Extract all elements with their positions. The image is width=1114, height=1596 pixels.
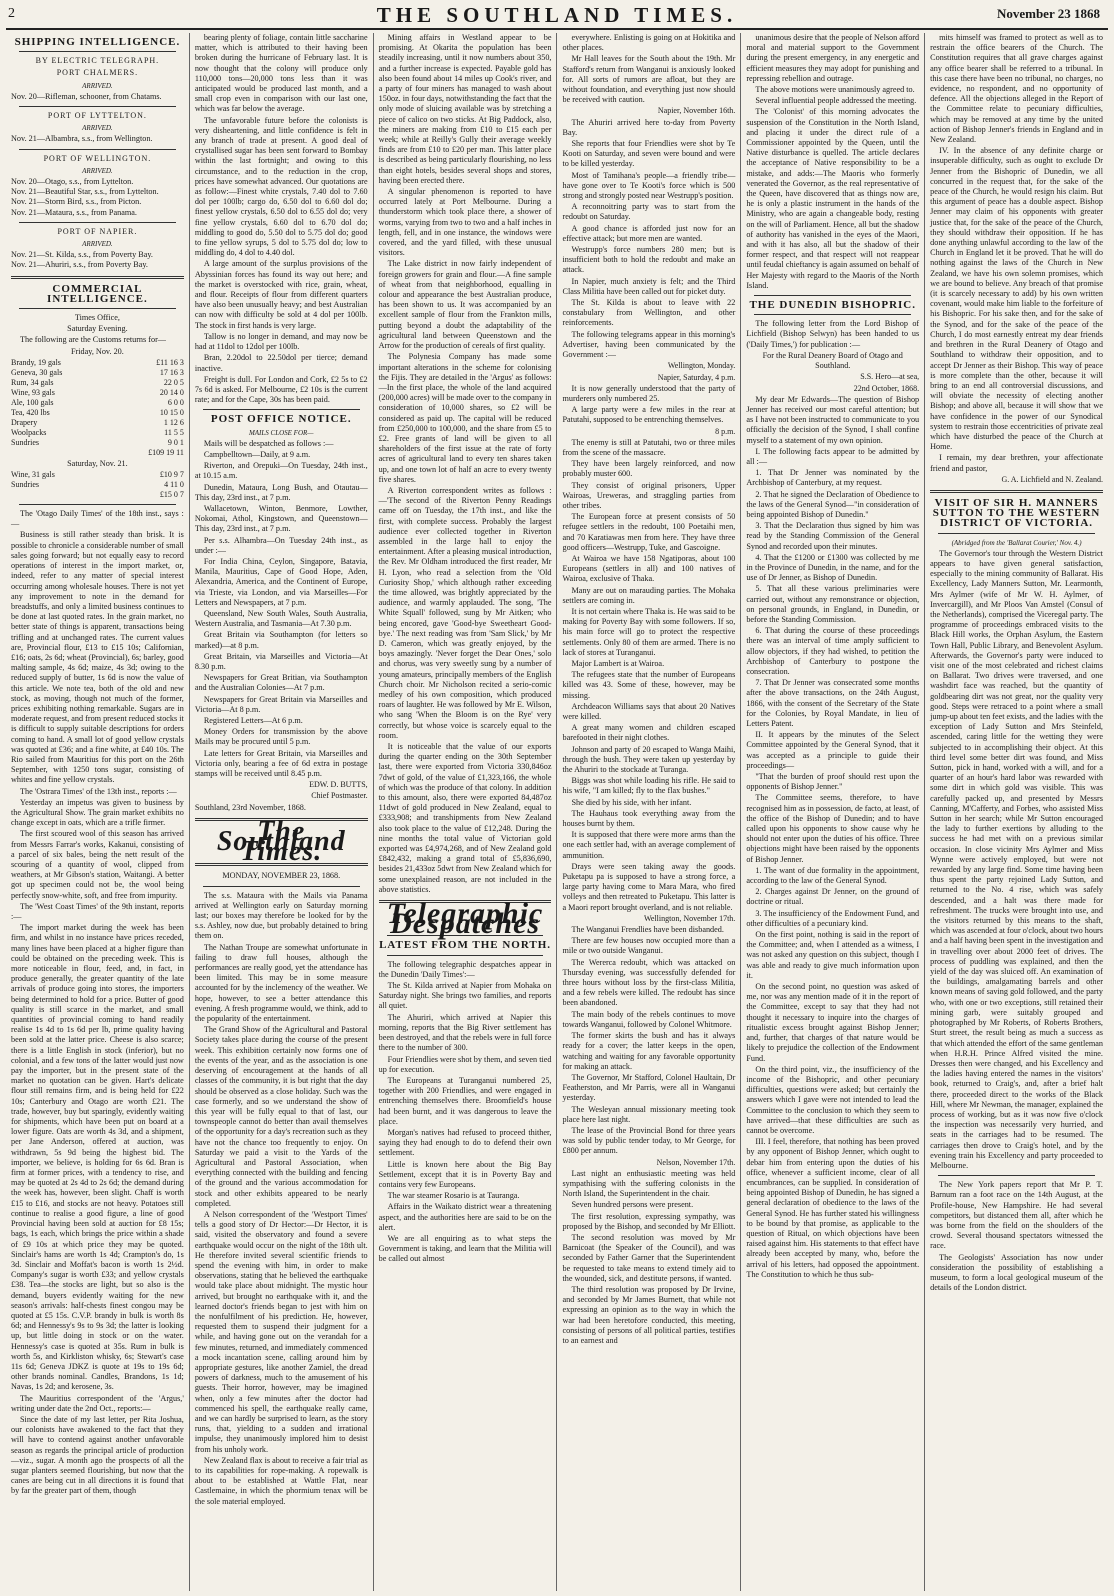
table-row: Brandy, 19 gals £11 16 3 [11,357,184,367]
paragraph: The Wanganui Frendlies have been disbanded. [571,925,724,935]
shipping-heading: SHIPPING INTELLIGENCE. [14,36,181,48]
paragraph: The Grand Show of the Agricultural and Pastoral Society takes place during the course of the present week. This exhibition certainly now forms one of the events of the year, and as the association is one deserving of encouragement at the hands of all classes of the community, it is but right that the day should be observed as a close holiday. Such was the case formerly, and so we understand the show of this year will be fully equal to that of last, our townspeople cannot do better than avail themselves of the opportunity for a day's recreation such as they have not the chance too frequently to enjoy. On Saturday we paid a visit to the Yards of the Agricultural and Pastoral Association, when everything connected with the building and fencing of the ground and the various accommodation for stock and other exhibits appeared to be nearly completed. [194,1025,368,1208]
paragraph: Four Friendlies were shot by them, and seven tied up for execution. [378,1054,552,1074]
mail-item: Great Britain, via Marseilles and Victoria—At 8.30 p.m. [194,651,368,671]
paragraph: II. It appears by the minutes of the Select Committee appointed by the General Synod, that it was accepted as a principle to guide their proceedings— [746,730,920,770]
paragraph: Yesterday an impetus was given to business by the Agricultural Show. The grain market exhibits no change except in oats, which are a trifle firmer. [11,797,184,828]
table-total: £15 0 7 [159,490,184,500]
port-heading: PORT OF NAPIER. [57,226,138,236]
paragraph: The New York papers report that Mr P. T. Barnum ran a foot race on the 14th August, at the Profile-house, New Hampshire. He had several competitors, but distanced them all, after which he was borne from the field on the shoulders of the crowd. Several thousand spectators witnessed the race. [930,1180,1103,1251]
paragraph: They have been largely reinforced, and now probably muster 600. [562,459,736,479]
paragraph: Mr Hall leaves for the South about the 19th. Mr Stafford's return from Wanganui is anxiously looked for. All sorts of rumors are afloat, but they are without foundation, and everything just now should be received with caution. [562,54,736,105]
paragraph: Major Lambert is at Wairoa. [571,658,665,668]
section-divider [11,276,184,279]
paragraph: The Europeans at Turanganui numbered 25, together with 200 Friendlies, and were engaged in entrenching themselves there. Broomfield's house had been burnt, and it was dangerous to leave the place. [378,1075,552,1126]
paragraph: The 'Colonist' of this morning advocates the suspension of the Constitution in the North Island, and placing it under the direct rule of a Commissioner appointed by the Queen, until the Native disturbance is quelled. The article declares the acceptance of Native responsibility to be a mistake, and adds:—The Maoris who formerly venerated the Governor, as the real representative of the Queen, have discovered that as things now are, he is only a plastic instrument in the hands of the Ministry, who are again a changeable body, resting on the will of Parliament. Hence, all but the shadow of authority has vanished in the eyes of the Maori, and with it has also, all but the shadow of their former respect, and that respect will not reappear until feudal chieftancy is again assumed on behalf of Her Majesty with regard to the Maoris of the North Island. [746,107,920,290]
paragraph: everywhere. Enlisting is going on at Hokitika and other places. [562,33,736,53]
paragraph: On the first point, nothing is said in the report of the Committee; and, when I attended as a witness, I was not asked any question on this subject, though I was able and ready to give much information upon it. [746,930,920,980]
divider [754,295,911,296]
paragraph: The St. Kilda arrived at Napier from Mohaka on Saturday night. She brings two families, and reports all quiet. [378,981,552,1011]
telegraphic-despatches-heading: Telegraphic Despatches [386,897,544,941]
ship-entry: Nov. 20—Otago, s.s., from Lyttelton. [11,177,134,187]
dateline: MONDAY, NOVEMBER 23, 1868. [222,871,341,881]
paragraph: Johnson and party of 20 escaped to Wanga Maihi, through the bush. They were taken up yesterday by the Ahuriri to the stockade at Turanga. [562,744,736,775]
paragraph: In Napier, much anxiety is felt; and the Third Class Militia have been called out for picket duty. [562,276,736,296]
table-row: Wine, 31 gals £10 9 7 [11,470,184,480]
dateline: Wellington, November 17th. [643,913,736,923]
paragraph: IV. In the absence of any definite charge or insuperable difficulty, such as ought to exclude Dr Jenner from the Bishopric of Dunedin, we all concurred in the request that, for the sake of the peace of the Church, he would resign his claim. But this argument of peace has a double aspect. Bishop Jenner may claim of his opponents with greater justice that, for the sake of the peace of the Church, they should withdraw their opposition. If he has done anything unlawful according to the law of the Church in England let it be proved. That he will do nothing against the laws of the Church in New Zealand, we have his own solemn promises, which we are bound to believe. Any breach of that promise (it is scarcely necessary to add) by his own written covenant, would make him liable to the forfeiture of his Bishopric. For his sake then, and for the sake of the Synod, and for the sake of the peace of the Church, I do most earnestly entreat my dear friends and brethren in the Rural Deanery of Otago and Southland to withdraw their opposition, and to accept Dr Jenner as their Bishop. This way of peace is more complete than the other, because it will bring to an end all controversial discussions, and will obviate the necessity of electing another Bishop; and above all, because it will show that we have confidence in the power of our Synodical system to restrain those eccentricities of private zeal which have disturbed the peace of the Church at Home. [930,146,1103,452]
paragraph: A reconnoitring party was to start from the redoubt on Saturday. [562,202,736,222]
paragraph: The Wesleyan annual missionary meeting took place here last night. [562,1104,736,1124]
divider [19,106,176,107]
column-5 [740,33,924,1591]
table-row: Sundries 9 0 1 [11,437,184,447]
times-office-line: Times Office, [74,313,120,323]
paragraph: At Wairoa we have 158 Ngatiporas, about 100 Europeans (settlers in all) and 100 natives of Wairoa, exclusive of Thaka. [562,553,736,584]
paragraph: The first resolution, expressing sympathy, was proposed by the Bishop, and seconded by Mr Elliott. [562,1211,736,1231]
mail-item: Riverton, and Orepuki—On Tuesday, 24th inst., at 10.15 a.m. [194,461,368,481]
column-2 [189,33,373,1591]
dateline: Nelson, November 17th. [656,1157,736,1167]
paragraph: Affairs in the Waikato district wear a threatening aspect, and the authorities here are said to be on the alert. [378,1202,552,1232]
divider [938,533,1095,534]
divider [19,222,176,223]
paragraph: It is not certain where Thaka is. He was said to be making for Poverty Bay with some followers. If so, his main force will go to protect the respective settlements. Only 80 of them are armed. There is no lack of stores at Turanganui. [562,606,736,657]
paragraph: 1. That Dr Jenner was nominated by the Archbishop of Canterbury, at my request. [746,468,920,488]
postmaster-name: EDW. D. BUTTS, [309,780,368,790]
latest-north-heading: LATEST FROM THE NORTH. [379,939,552,952]
column-4 [556,33,740,1591]
paragraph: The first scoured wool of this season has arrived from Messrs Farrar's works, Kakanui, consisting of a parcel of six bales, being the nett result of the scouring of a quantity of wool, clipped from weathers, at Mr Gibson's station, Waitangi. A better got up specimen could not be, the wool being perfectly snow-white, soft, and free from impurity. [11,829,184,900]
customs-intro: The following are the Customs returns for— [20,335,166,345]
arrived-label: ARRIVED. [82,166,113,175]
ship-entry: Nov. 21—Storm Bird, s.s., from Picton. [11,197,142,207]
paragraph: On the second point, no question was asked of me, nor was any mention made of it in the report of the Committee, except to say that they had not thought it necessary to inquire into the charges of ritualistic excess brought against Bishop Jenner; and, further, that charges of that nature would be likely to prejudice the collection of the Endowment Fund. [746,982,920,1063]
paragraph: The above motions were unanimously agreed to. [755,85,915,95]
paragraph: The refugees state that the number of Europeans killed was 43. Some of these, however, may be missing. [562,670,736,700]
paragraph: I remain, my dear brethren, your affectionate friend and pastor, [930,453,1103,473]
paragraph: 5. That all these various preliminaries were carried out, without any remonstrance or objection, on personal grounds, in England, in Dunedin, or before the Standing Commission. [746,584,920,624]
paragraph: On the third point, viz., the insufficiency of the income of the Bishopric, and other pecuniary difficulties, questions were asked; but certainly the answers which I gave were not intended to lead the Committee to the conclusion to which they seem to have arrived—that these difficulties are such as cannot be overcome. [746,1064,920,1135]
mail-item: Dunedin, Mataura, Long Bush, and Otautau—This day, 23rd inst., at 7 p.m. [194,482,368,502]
mail-item: Campbelltown—Daily, at 9 a.m. [203,449,311,459]
divider [203,886,360,887]
mail-item: For India China, Ceylon, Singapore, Batavia, Manila, Mauritius, Cape of Good Hope, Aden, Alexandria, America, and the Continent of Europe, via Trieste, via London, and via Marseilles—For Letters and Newspapers, at 7 p.m. [194,556,368,607]
postmaster-title: Chief Postmaster. [311,791,368,801]
columns [6,33,1108,1591]
paragraph: The unfavorable future before the colonists is very disheartening, and little confidence is felt in any branch of trade at present. A good deal of crystallised sugar has been sent forward to Bombay within the last fortnight; and owing to this circumstance, and to the reduction in the crop, prices have somewhat advanced. Our quotations are as follow:—Finest white crystals, 7.40 dol to 7.60 dol per 100lb; cargo do, 6.50 dol to 6.60 dol do; finest yellow crystals, 6.50 dol to 6.55 dol do; very fine yellow crystals, 6.60 dol to 6.70 dol do; middling to good do, 5.50 dol to 5.75 dol do; good to fine yellow syrups, 5 dol to 5.75 dol do; low to middling do, 4 dol to 4.40 dol. [194,115,368,258]
paragraph: Seven hundred persons were present. [571,1200,694,1210]
divider [19,51,176,52]
paragraph: The Ahuriri, which arrived at Napier this morning, reports that the Big River settlement has been destroyed, and that the rebels were in full force there to the number of 300. [378,1012,552,1053]
newspaper-title: THE SOUTHLAND TIMES. [376,3,738,27]
paragraph: The following telegraphic despatches appear in the Dunedin 'Daily Times':— [378,959,552,979]
paragraph: Little is known here about the Big Bay Settlement, except that it is in Poverty Bay and contains very few Europeans. [378,1159,552,1189]
paragraph: It is now generally understood that the party of murderers only numbered 25. [562,383,736,403]
mail-item: Newspapers for Great Britain via Marseilles and Victoria—At 8 p.m. [194,694,368,714]
post-office-subheading: MAILS CLOSE FOR— [248,428,314,437]
paragraph: I. The following facts appear to be admitted by all :— [746,446,920,466]
paragraph: The Governor, Mr Stafford, Colonel Haultain, Dr Featherston, and Mr Parris, were all in Wanganui yesterday. [562,1072,736,1103]
paragraph: The Wererca redoubt, which was attacked on Thursday evening, was successfully defended for three hours without loss by the first-class Militia, and a few rebels were killed. The redoubt has since been abandoned. [562,957,736,1008]
masthead [0,0,1114,30]
paragraph: A singular phenomenon is reported to have occurred lately at Port Melbourne. During a thunderstorm which took place there, a shower of worms, varying from two to two and a half inches in length, fell, and in one instance, the windows were covered, and the yard filled, with these unusual visitors. [378,187,552,258]
arrived-label: ARRIVED. [82,124,113,133]
paragraph: New Zealand flax is about to receive a fair trial as to its capabilities for rope-making. A ropewalk is about to be established at Wattle Flat, near Castlemaine, in which the phormium tenax will be the sole material employed. [194,1455,368,1506]
column-1 [6,33,189,1591]
paragraph: The European force at present consists of 50 refugee settlers in the redoubt, 100 Poetaihi men, and 70 Karatiawas men from here. They have three good officers—Westrupp, Tuke, and Gascoigne. [562,512,736,552]
paragraph: The third resolution was proposed by Dr Irvine, and seconded by Mr James Burnett, that while not expressing an opinion as to the way in which the war had been heretofore conducted, this meeting, consisting of persons of all political parties, testifies to an earnest and [562,1284,736,1345]
paragraph: The following telegrams appear in this morning's Advertiser, having been communicated by the Government :— [562,329,736,360]
divider [19,308,176,309]
page-number: 2 [8,6,15,21]
paragraph: The Geologists' Association has now under consideration the possibility of establishing a museum, to form a local geological museum of the details of the London district. [930,1252,1103,1293]
mail-item: Registered Letters—At 6 p.m. [203,716,303,725]
port-heading: PORT CHALMERS. [56,68,139,78]
dateline: Wellington, Monday. [667,361,736,371]
paragraph: She died by his side, with her infant. [571,797,692,807]
paragraph: Business is still rather steady than brisk. It is possible to chronicle a considerable number of small sales going forward; but not equally easy to record operations of interest in the import market, or, indeed, refer to any matter of special interest occurring among wholesale houses. There is not yet any improvement to note in the demand for breadstuffs, and only a limited business continues to be done at last quoted rates. In the grain market, no better state of things is apparent, transactions being trifling and at unchanged rates. The current values are, Provincial flour, £13 to £15 10s; Californian, £16; oats, 2s 6d; wheat (Provincial), 6s; barley, good malting sample, 4s 6d; maize, 4s 3d; owing to the reduced supply of butter, 1s 6d is now the value of this article. We note tea, both of the old and new stock, as moving, though not much of the former, prices exhibiting nothing remarkable. Sugars are in moderate request, and from present reduced stocks it is difficult to supply suitable descriptions for orders coming to hand. A small lot of good yellow crystals was quoted at £36; and a fine white, at £40 10s. The Rio sailed from Mauritius for this port on the 26th September, with 1250 tons sugar, consisting of whites and fine yellow crystals. [11,530,184,785]
mail-item: Queensland, New South Wales, South Australia, Western Australia, and Tasmania—At 7.30 p.m. [194,608,368,629]
paragraph: 1. The want of due formality in the appointment, according to the law of the General Synod. [746,865,920,886]
paragraph: The Mauritius correspondent of the 'Argus,' writing under date the 2nd Oct., reports:— [11,1393,184,1413]
paragraph: Mining affairs in Westland appear to be promising. At Okarita the population has been steadily increasing, until it now numbers about 350, and a further increase is expected. Payable gold has also been found about 14 miles up Cook's river, and a party of four miners has managed to wash about 150oz. in four days, notwithstanding the fact that the only mode of sluicing available was by stretching a piece of calico on two sticks. At Big Paddock, also, the miners are making from £10 to £15 each per week; while at Reilly's Gully their average weekly finds are from £10 to £20 per man. This latter place is described as being particularly flourishing, no less than eight hotels, besides several shops and stores, having been erected there. [378,33,552,185]
customs-date: Friday, Nov. 20. [70,346,124,356]
ship-entry: Nov. 20—Rifleman, schooner, from Chatams. [11,91,162,101]
table-row: Geneva, 30 gals 17 16 3 [11,367,184,377]
table-row: Tea, 420 lbs 10 15 0 [11,407,184,417]
paragraph: The following letter from the Lord Bishop of Lichfield (Bishop Selwyn) has been handed to us ('Daily Times,') for publication :— [746,319,920,349]
paragraph: Last night an enthusiastic meeting was held sympathising with the suffering colonists in the North Island, the Superintendent in the chair. [562,1168,736,1199]
paragraph: The lease of the Provincial Bond for three years was sold by public tender today, to Mr George, for £800 per annum. [562,1125,736,1156]
divider [387,955,544,956]
paragraph: The Hauhaus took everything away from the houses burnt by them. [562,808,736,829]
paragraph: bearing plenty of foliage, contain little saccharine matter, which is attributed to their having been broken during the hurricane of February last. It is now thought that the colony will produce only 110,000 tons—20,000 tons less than it was anticipated would be produced last month, and a small crop even in comparison with our last one, which was far below the average. [194,33,368,114]
paragraph: Drays were seen taking away the goods. Puketapu pa is supposed to have a strong force, a large party having come to Mara Mara, who fired volleys and then retreated to Puketapu. This latter is a Maori report brought overland, and is not reliable. [562,861,736,912]
paragraph: A Riverton correspondent writes as follows :—'The second of the Riverton Penny Readings came off on Tuesday, the 17th inst., and like the first, with complete success. Probably the largest audience ever collected together in Riverton assembled in the large hall to enjoy the entertainment. After a pleasing musical introduction, the Rev. Mr Oldham introduced the first reader, Mr H. Lyon, who read a selection from the 'Old Curiosity Shop,' which although rather exceeding the time allowed, was brightly appreciated by the audience, and warmly applauded. The song, 'The White Squall' followed, sung by Mr Aitken; who being encored, gave 'Good-bye Sweetheart Good-bye.' The next reading was from 'Sam Slick,' by Mr D. Cameron, which was greatly enjoyed, by the boys amazingly. 'Never forget the Dear Ones,' solo and chorus, was very sweetly sung by a number of young amateurs, principally members of the English Church choir. Mr Nicholson recited a serio-comic medley of his own composition, which produced roars of laughter. He was followed by Mr E. Wilson, who sang 'When the Bloom is on the Rye' very correctly, but whose voice is scarcely equal to the room. [378,485,552,740]
letter-address: For the Rural Deanery Board of Otago and Southland. [762,350,903,371]
table-row: Drapery 1 12 6 [11,417,184,427]
mail-item: Late letters for Great Britain, via Marseilles and Victoria only, bearing a fee of 6d extra in postage stamps will be received until 8.45 p.m. [194,748,368,779]
paragraph: The Polynesia Company has made some important alterations in the scheme for colonising the Fijis. They are detailed in the 'Argus' as follows:—In the first place, the whole of the land acquired (200,000 acres) will be made over to the company in consideration of 10,000 shares, so £2 will be considered as paid up. The capital will be reduced from £250,000 to 100,000, and the share from £5 to £2. Free grants of land will be given to all shareholders of the first issue at the rate of forty acres of agricultural land to every ten shares taken up, and one town lot of half an acre to every twenty five shares. [378,352,552,484]
paragraph: 7. That Dr Jenner was consecrated some months after the above transactions, on the 24th August, 1866, with the consent of the Secretary of the State for the Colonies, by Royal Mandate, in lieu of Letters Patent. [746,678,920,728]
paragraph: There are few houses now occupied more than a mile or two outside Wanganui. [562,936,736,956]
paragraph: The Nathan Troupe are somewhat unfortunate in failing to draw full houses, although the performances are really good, yet the attendance has been limited. This may be in some measure accounted for by the inclemency of the weather. We hope, however, to see a better attendance this evening. A fresh programme would, we think, add to the popularity of the entertainment. [194,942,368,1024]
paragraph: 2. Charges against Dr Jenner, on the ground of doctrine or ritual. [746,887,920,907]
paragraph: The second resolution was moved by Mr Barnicoat (the Speaker of the Council), and was seconded by Father Garner that the Superintendent be requested to take means to extend timely aid to the wounded, sick, and destitute persons, if wanted. [562,1232,736,1283]
paragraph: It is noticeable that the value of our exports during the quarter ending on the 30th September last, there were exported from Victoria 330,846oz 7dwt of gold, of the value of £1,323,166, the whole of which was the produce of that colony. In addition to this amount, also, there were exported 84,487oz 11dwt of gold produced in New Zealand, equal to £333,908; and transhipments from New Zealand also took place to the value of £12,248. During the nine months the total value of Victorian gold exported was £4,974,268, and of New Zealand gold £842,432, making a grand total of £5,836,690, besides 21,433oz 5dwt from New Zealand which for some unexplained reason, are not included in the above statistics. [378,742,552,894]
mail-item: Newspapers for Great Britian, via Southampton and the Australian Colonies—At 7 p.m. [194,673,368,693]
paragraph: Several influential people addressed the meeting. [755,96,917,106]
ship-entry: Nov. 21—Beautiful Star, s.s., from Lyttelton. [11,187,159,197]
arrived-label: ARRIVED. [82,81,113,90]
paragraph: 3. The insufficiency of the Endowment Fund, and other difficulties of a pecuniary kind. [746,908,920,928]
dateline: Napier, November 16th. [657,106,736,116]
visit-heading: VISIT OF SIR H. MANNERS SUTTON TO THE WESTERN DISTRICT OF VICTORIA. [932,496,1101,530]
paragraph: The Governor's tour through the Western District appears to have given general satisfaction, especially to the mining community of Ballarat. His Excellency, Lady Manners Sutton, Mr. Learmonth, Mrs Aylmer (wife of Mr W. H. Aylmer, of Invercargill), and Mr Ploos Van Amstel (Consul of the Netherlands), comprised the Viceregal party. The programme of proceedings embraced visits to the Black Hill works, the Orphan Asylum, the Eastern Town Hall, Public Library, and Benevolent Asylum. Afterwards, the Governor's party were induced to visit one of the most celebrated and richest claims on Ballarat. Two drives were traversed, and one washdirt face was reached, but the quantity of goldbearing dirt was not great, nor the quality very good. Steps were retraced to a point where a small jump-up about ten feet exists, and the ladies with the exception of Lady Sutton and Mrs Steinfeld, ascended, caring little for the wetting they were subjected to in accomplishing their object. At this third level some better dirt was found, and Miss Sutton, pick in hand, worked with a will, and for a quarter of an hour's hard labor was rewarded with some dirt in which gold was visible. This was carefully packed up, and presented by Messrs Canning, M'Cafferty, and Forbes, who assisted Miss Sutton in her search; while Mr Sutton encouraged the lady to further exertions by alluding to the success he had met with on a previous similar occasion. In close vicinity Mrs Aylmer and Miss Wynne were actively employed, but were not rewarded by any large find. Some time having been thus spent the party rejoined Lady Sutton, and returned to the No. 4 rise, which was safely descended, and a halt was there made for refreshment. The trucks were brought into use, and the visitors returned by this means to the shaft, which was ascended at four o'clock, about two hours and a half having been spent in the investigation and in travelling over about 2000 feet of drives. The process of puddling was explained, and then the yield of the day was sluiced off. An examination of the buildings, amalgamating barrels and other known means of saving gold followed, and the party who, with one or two exceptions, still retained their mining garb, were suitably grouped and photographed by Mr Roberts, of Roberts Brothers, Sturt street, the result being as much a success as that which attended the effort of the same gentleman when H.R.H. Prince Alfred visited the mine. Dresses then were changed, and his Excellency and the ladies having entered the names in the visitors' book, returned to Craig's, and, after a brief halt there, proceeded direct to the works of the Black Hill, where Mr Newman, the manager, explained the process of working, but as it was now five o'clock the inspection was necessarily very hurried, and seats in the carriages had to be resumed. The carriages then drove to Craig's hotel, and by the evening train his Excellency and party proceeded to Melbourne. [930,548,1103,1170]
column-3 [373,33,557,1591]
paragraph: Since the date of my last letter, per Rita Joshua, our colonists have awakened to the fact that they will have to contend against another unfavorable season as regards the principal article of production—viz., sugar. A month ago the prospects of all the sugar planters seemed flourishing, but now that the canes are being cut in all directions it is found that by far the greater part of them, though [11,1414,184,1496]
paragraph: 2. That he signed the Declaration of Obedience to the laws of the General Synod—"in consideration of being appointed Bishop of Dunedin." [746,489,920,519]
paragraph: A large party were a few miles in the rear at Patutahi, supposed to be entrenching themselves. [562,405,736,425]
issue-date: November 23 1868 [996,6,1100,21]
paragraph: The 'West Coast Times' of the 9th instant, reports :— [11,901,184,921]
paragraph: "That the burden of proof should rest upon the opponents of Bishop Jenner." [746,772,920,792]
paragraph: The St. Kilda is about to leave with 22 constabulary from Wellington, and other reinforcements. [562,298,736,328]
table-row: Ale, 100 gals 6 0 0 [11,397,184,407]
paragraph: The Ahuriri arrived here to-day from Poverty Bay. [562,117,736,137]
customs-date: Saturday, Nov. 21. [67,458,128,468]
paragraph: A good chance is afforded just now for an effective attack; but more men are wanted. [562,223,736,243]
arrived-label: ARRIVED. [82,240,113,249]
paragraph: The Committee seems, therefore, to have recognised him as in possession, de facto, at least, of the office of the Bishop of Dunedin; and to have called upon his opponents to show cause why he should not enter upon the duties of his office. Three objections might have been raised by the opponents of Bishop Jenner. [746,793,920,864]
port-heading: PORT OF LYTTELTON. [47,111,147,121]
paragraph: Mails will be despatched as follows :— [203,438,334,448]
table-row: Woolpacks 11 5 5 [11,427,184,437]
paragraph: Westrupp's force numbers 280 men; but is insufficient both to hold the redoubt and make an attack. [562,245,736,275]
ship-entry: Nov. 21—St. Kilda, s.s., from Poverty Bay. [11,250,153,260]
paragraph: unanimous desire that the people of Nelson afford moral and material support to the Government during the present emergency, in any energetic and efficient measures they may adopt for punishing and repressing rebellion and outrage. [746,33,920,83]
paragraph: 4. That the £1200 or £1300 was collected by me in the Province of Dunedin, in the name, and for the use of Dr Jenner, as Bishop of Dunedin. [746,552,920,583]
section-divider [930,490,1103,493]
table-row: Sundries 4 11 0 [11,480,184,490]
customs-table-2 [11,470,184,500]
paragraph: Tallow is no longer in demand, and may now be had at 11dol to 12dol per 100lb. [194,331,368,352]
ship-entry: Nov. 21—Albambra, s.s., from Wellington. [11,134,153,144]
table-row: Wine, 93 gals 20 14 0 [11,387,184,397]
paragraph: My dear Mr Edwards—The question of Bishop Jenner has received our most careful attention; but as I have not been instructed to communicate to you officially the decision of the Synod, I shall confine myself to a statement of my own opinion. [746,394,920,445]
post-notice-date: Southland, 23rd November, 1868. [194,802,306,812]
paragraph: The 'Ostrara Times' of the 13th inst., reports :— [20,786,177,796]
saturday-evening-line: Saturday Evening. [67,324,128,334]
paragraph: We are all enquiring as to what steps the Government is taking, and learn that the Militia will be called out almost [378,1233,552,1264]
paragraph: The main body of the rebels continues to move towards Wanganui, followed by Colonel Whitmore. [562,1009,736,1029]
divider [19,149,176,150]
paragraph: The 'Otago Daily Times' of the 18th inst., says :— [11,509,184,529]
table-total: £109 19 11 [148,447,184,457]
paragraph: A Nelson correspondent of the 'Westport Times' tells a good story of Dr Hector:—Dr Hector, it is said, visited the observatory and found a severe earthquake would occur on the night of the 18th ult. He therefore invited several scientific friends to spend the evening with him, in order to make observations, stating that he believed the earthquake would take place about midnight. The mystic hour arrived, but brought no earthquake with it, and the learned doctor's friends began to jest with him on the nonfulfilment of his prediction. He, however, requested them to suspend their judgment for a while, and having gone out on the verandah for a few minutes, returned, and immediately commenced a mock incantation scene, calling around him by appropriate gestures, like another Zamiel, the dread powers of darkness, much to the amusement of his guests. Their horror, however, may be imagined when, only a few minutes after the doctor had commenced his spell, the earthquake really came, and we can hardly be surprised to learn, as the story runs, that, yielding to a sudden and irrational impulse, they unanimously implored him to desist from his unholy work. [194,1209,368,1454]
paragraph: III. I feel, therefore, that nothing has been proved by any opponent of Bishop Jenner, which ought to debar him from entering upon the duties of his office, whenever a sufficient income, clear of all encumbrances, can be supplied. In consideration of being appointed Bishop of Dunedin, he has signed a general declaration of obedience to the laws of the General Synod. He has further stated his willingness to be bound by that promise, as applicable to the question of Ritual, on which objections have been raised against him. His statements to that effect have already been accepted by many, who, before the arrival of his letters, had opposed the appointment. The Constitution to which he thus sub- [746,1137,920,1279]
mail-item: Money Orders for transmission by the above Mails may be procured until 5 p.m. [194,727,368,747]
bishopric-heading: THE DUNEDIN BISHOPRIC. [749,299,916,312]
paragraph: It is supposed that there were more arms than the one each settler had, with an average complement of ammunition. [562,830,736,860]
mail-item: Per s.s. Alhambra—On Tuesday 24th inst., as under :— [194,535,368,555]
post-office-heading: POST OFFICE NOTICE. [210,413,352,426]
ship-entry: Nov. 21—Ahuriri, s.s., from Poverty Bay. [11,260,148,270]
abridged-note: (Abridged from the 'Ballarat Courier,' Nov. 4.) [951,538,1082,547]
paragraph: Bran, 2.20dol to 22.50dol per tierce; demand inactive. [194,353,368,373]
paragraph: Biggs was shot while loading his rifle. He said to his wife, "I am killed; fly to the flax bushes." [562,776,736,796]
paragraph: The import market during the week has been firm, and whilst in no instance have prices receded, many lines have been placed at a higher figure than could be obtained on the preceding week. This is more noticeable in flour, feed, and, in fact, in produce generally, the greater quantity of the late arrivals of produce going into stores, the importers being determined to hold for a price. Butter of good quality is still scarce in the market, and small quantities of provincial coming to hand readily realise 1s 4d to 1s 6d per lb, prime quality having been sold at the latter price. Cheese is also scarce; there is a little English in stock (inferior), but no colonial, and a few tons of the latter would just now pay the importer, but in the present state of the market no quotation can be given. Hart's delicate flour still remains firm, and is being held for £22 10s; Canterbury and Otago are worth £21. The trade, however, buy but sparingly, evidently waiting for shipments, which have been put on board at a lower figure. Oats are worth 4s 3d, and a shipment, per Jane Anderson, offered at auction, was withdrawn, 5s 9d being the highest bid. The importer, we believe, is holding for 6s 6d. Bran is firm at former prices, with a tendency to rise, and may be quoted at 2s 4d to 2s 6d; the demand during the week has, however, been slight. Chaff is worth £15 to £16, and stocks are not heavy. Potatoes still continue to realise a good figure, a line of good Provincial having been sold at auction for £8 15s; bags, 1s each, which brings the price within a shade of £9 10s at which price they may be quoted. Sinclair's hams are worth 1s 4d; Crampton's do, 1s 3d. Sinclair and Moffat's bacon is worth 1s 2½d. Company's sugar is worth £33; and yellow crystals £38. Tea—the stocks are light, but so also is the demand, buyers evidently waiting for the new season's arrivals: half-chests finest congou may be quoted at £5 15s. C.V.P. brandy in bulk is worth 8s 6d; and Hennessy's 9s to 9s 3d; the latter is looking up, but little doing in stock or on the water. Hennessy's case is quoted at 35s. Rum in bulk is worth 5s, and Kirkliston whisky, 6s; Stewart's case 11s 6d; Geneva JDKZ is quote at 19s to 19s 6d; other brands nominal. Candles, Brandons, 1s 1d; Navas, 1s 2d; and kerosene, 3s. [11,923,184,1392]
mail-item: Wallacetown, Winton, Benmore, Lowther, Nokomai, Athol, Kingstown, and Queenstown—This day, 23rd inst., at 7 p.m. [194,503,368,534]
paragraph: A great many women and children escaped barefooted in their night clothes. [562,723,736,743]
paragraph: The war steamer Rosario is at Tauranga. [387,1191,520,1201]
table-row: Rum, 34 gals 22 0 5 [11,377,184,387]
dateline: 8 p.m. [715,426,736,436]
divider [938,1175,1095,1176]
port-heading: PORT OF WELLINGTON. [43,153,152,163]
column-6 [924,33,1108,1591]
divider [754,314,911,315]
paragraph: Archdeacon Williams says that about 20 Natives were killed. [562,701,736,721]
paragraph: Freight is dull. For London and Cork, £2 5s to £2 7s 6d is asked. For Melbourne, £2 10s is the current rate; and for the Cape, 30s has been paid. [194,374,368,405]
paragraph: The former skirts the bush and has it always ready for a cover; the latter keeps in the open, watching and waiting for any favorable opportunity for making an attack. [562,1031,736,1071]
letter-date: 22nd October, 1868. [853,383,920,393]
paragraph: She reports that four Friendlies were shot by Te Kooti on Saturday, and seven were bound and were to be killed yesterday. [562,139,736,169]
divider [19,504,176,505]
paragraph: The Lake district in now fairly independent of foreign growers for grain and flour.—A fine sample of wheat from that neighborhood, equalling in colour and appearance the best Australian produce, has been shown to us. It was accompanied by an excellent sample of flour from the Frankton mills, putting beyond a doubt the adaptability of the agricultural land between Queenstown and the Arrow for the production of cereals of first quality. [378,259,552,351]
paragraph: Morgan's natives had refused to proceed thither, saying they had enough to do to defend their own settlement. [378,1127,552,1158]
paragraph: A large amount of the surplus provisions of the Abyssinian forces has found its way out here; and the market is overstocked with rice, grain, wheat, and flour. Receipts of flour from different quarters have also been unusually heavy; and best Australian can now with difficulty be sold at 4 dol per 100lb. The stock in first hands is very large. [194,259,368,330]
paragraph: The enemy is still at Patutahi, two or three miles from the scene of the massacre. [562,437,736,457]
divider [203,409,360,410]
paragraph: The s.s. Mataura with the Mails via Panama arrived at Wellington early on Saturday morning last; our boxes may therefore be looked for by the s.s. Ashley, now due, but probably detained to bring them on. [194,890,368,941]
ship-entry: Nov. 21—Mataura, s.s., from Panama. [11,207,137,217]
paragraph: 6. That during the course of these proceedings there was an interval of time amply sufficient to allow objectors, if they had wished, to petition the Archbishop of Canterbury to postpone the consecration. [746,626,920,676]
paragraph: Many are out on marauding parties. The Mohaka settlers are coming in. [562,585,736,605]
masthead-rule [6,28,1108,30]
paragraph: Most of Tamihana's people—a friendly tribe—have gone over to Te Kooti's force which is 500 strong and strongly posted near Westrupp's position. [562,170,736,201]
commercial-heading: COMMERCIAL INTELLIGENCE. [47,282,148,305]
paragraph: 3. That the Declaration thus signed by him was read by the Standing Commission of the General Synod and recorded upon their minutes. [746,521,920,551]
mail-item: Great Britain via Southampton (for letters so marked)—at 8 p.m. [194,630,368,650]
dateline: Napier, Saturday, 4 p.m. [657,372,736,382]
letter-origin: S.S. Hero—at sea, [860,372,920,382]
letter-signature: G. A. Lichfield and N. Zealand. [1001,474,1103,484]
telegraph-subheading: BY ELECTRIC TELEGRAPH. [35,56,160,66]
paragraph: They consist of original prisoners, Upper Wairoas, Ureweras, and straggling parties from other tribes. [562,480,736,510]
paragraph: mits himself was framed to protect as well as to restrain the office bearers of the Church. The Constitution requires that all grave charges against any office bearer shall be referred to a tribunal. In this case there have been no tribunal, no charges, no evidence, no respondent, and no opportunity of defence. All the objections alleged in the Report of the Committee relate to pecuniary difficulties, which may be removed at any time by the united action of Bishop Jenner's friends in England and in New Zealand. [930,33,1103,145]
newspaper-nameplate: The Southland Times. [216,815,346,868]
customs-table [11,358,184,458]
